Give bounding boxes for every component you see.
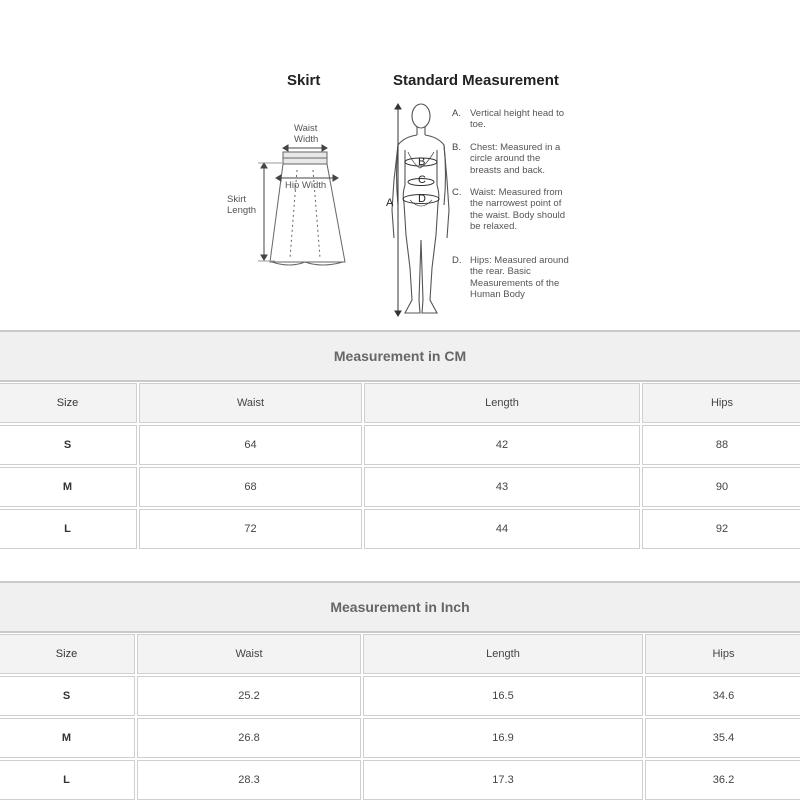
cell-size: M bbox=[0, 467, 137, 507]
body-measure-lines bbox=[395, 104, 439, 316]
cell-hips: 88 bbox=[642, 425, 800, 465]
cell-length: 16.9 bbox=[363, 718, 643, 758]
measurement-diagram bbox=[0, 0, 800, 325]
header-hips: Hips bbox=[645, 634, 800, 674]
cell-length: 43 bbox=[364, 467, 640, 507]
cell-length: 16.5 bbox=[363, 676, 643, 716]
label-d: D bbox=[418, 193, 426, 205]
size-table-inch bbox=[0, 581, 800, 800]
cell-waist: 28.3 bbox=[137, 760, 361, 800]
header-waist: Waist bbox=[137, 634, 361, 674]
table-title: Measurement in Inch bbox=[0, 581, 800, 633]
cell-hips: 90 bbox=[642, 467, 800, 507]
cell-waist: 72 bbox=[139, 509, 362, 549]
label-c: C bbox=[418, 174, 426, 186]
standard-measurement-title: Standard Measurement bbox=[393, 72, 559, 89]
note-b-letter: B. bbox=[452, 142, 461, 153]
note-b-text: Chest: Measured in a circle around the breasts and back. bbox=[470, 142, 561, 176]
note-a-text: Vertical height head to toe. bbox=[470, 108, 565, 131]
note-a-letter: A. bbox=[452, 108, 461, 119]
waist-width-label-line1: Waist bbox=[294, 123, 318, 134]
cell-length: 42 bbox=[364, 425, 640, 465]
cell-waist: 68 bbox=[139, 467, 362, 507]
waist-width-label-line2: Width bbox=[294, 134, 319, 145]
header-length: Length bbox=[364, 383, 640, 423]
cell-length: 44 bbox=[364, 509, 640, 549]
header-size: Size bbox=[0, 634, 135, 674]
cell-size: S bbox=[0, 676, 135, 716]
cell-hips: 92 bbox=[642, 509, 800, 549]
header-length: Length bbox=[363, 634, 643, 674]
hip-width-label: Hip Width bbox=[285, 180, 327, 191]
skirt-illustration bbox=[270, 152, 345, 265]
header-hips: Hips bbox=[642, 383, 800, 423]
diagram-illustration bbox=[0, 0, 800, 325]
cell-waist: 64 bbox=[139, 425, 362, 465]
note-d-letter: D. bbox=[452, 255, 462, 266]
label-a: A bbox=[386, 197, 394, 209]
cell-hips: 36.2 bbox=[645, 760, 800, 800]
cell-size: S bbox=[0, 425, 137, 465]
body-illustration bbox=[392, 104, 449, 313]
skirt-title: Skirt bbox=[287, 72, 321, 89]
skirt-length-label-line1: Skirt bbox=[227, 194, 246, 205]
note-c-text: Waist: Measured from the narrowest point of the waist. Body should be relaxed. bbox=[470, 187, 566, 233]
cell-size: L bbox=[0, 509, 137, 549]
cell-waist: 25.2 bbox=[137, 676, 361, 716]
label-b: B bbox=[418, 156, 426, 168]
header-size: Size bbox=[0, 383, 137, 423]
cell-length: 17.3 bbox=[363, 760, 643, 800]
header-waist: Waist bbox=[139, 383, 362, 423]
cell-hips: 35.4 bbox=[645, 718, 800, 758]
cell-size: M bbox=[0, 718, 135, 758]
table-title: Measurement in CM bbox=[0, 330, 800, 382]
cell-size: L bbox=[0, 760, 135, 800]
note-c-letter: C. bbox=[452, 187, 462, 198]
note-d-text: Hips: Measured around the rear. Basic Measurements of the Human Body bbox=[470, 255, 569, 301]
size-table-cm bbox=[0, 330, 800, 552]
cell-waist: 26.8 bbox=[137, 718, 361, 758]
cell-hips: 34.6 bbox=[645, 676, 800, 716]
skirt-length-label-line2: Length bbox=[227, 205, 257, 216]
